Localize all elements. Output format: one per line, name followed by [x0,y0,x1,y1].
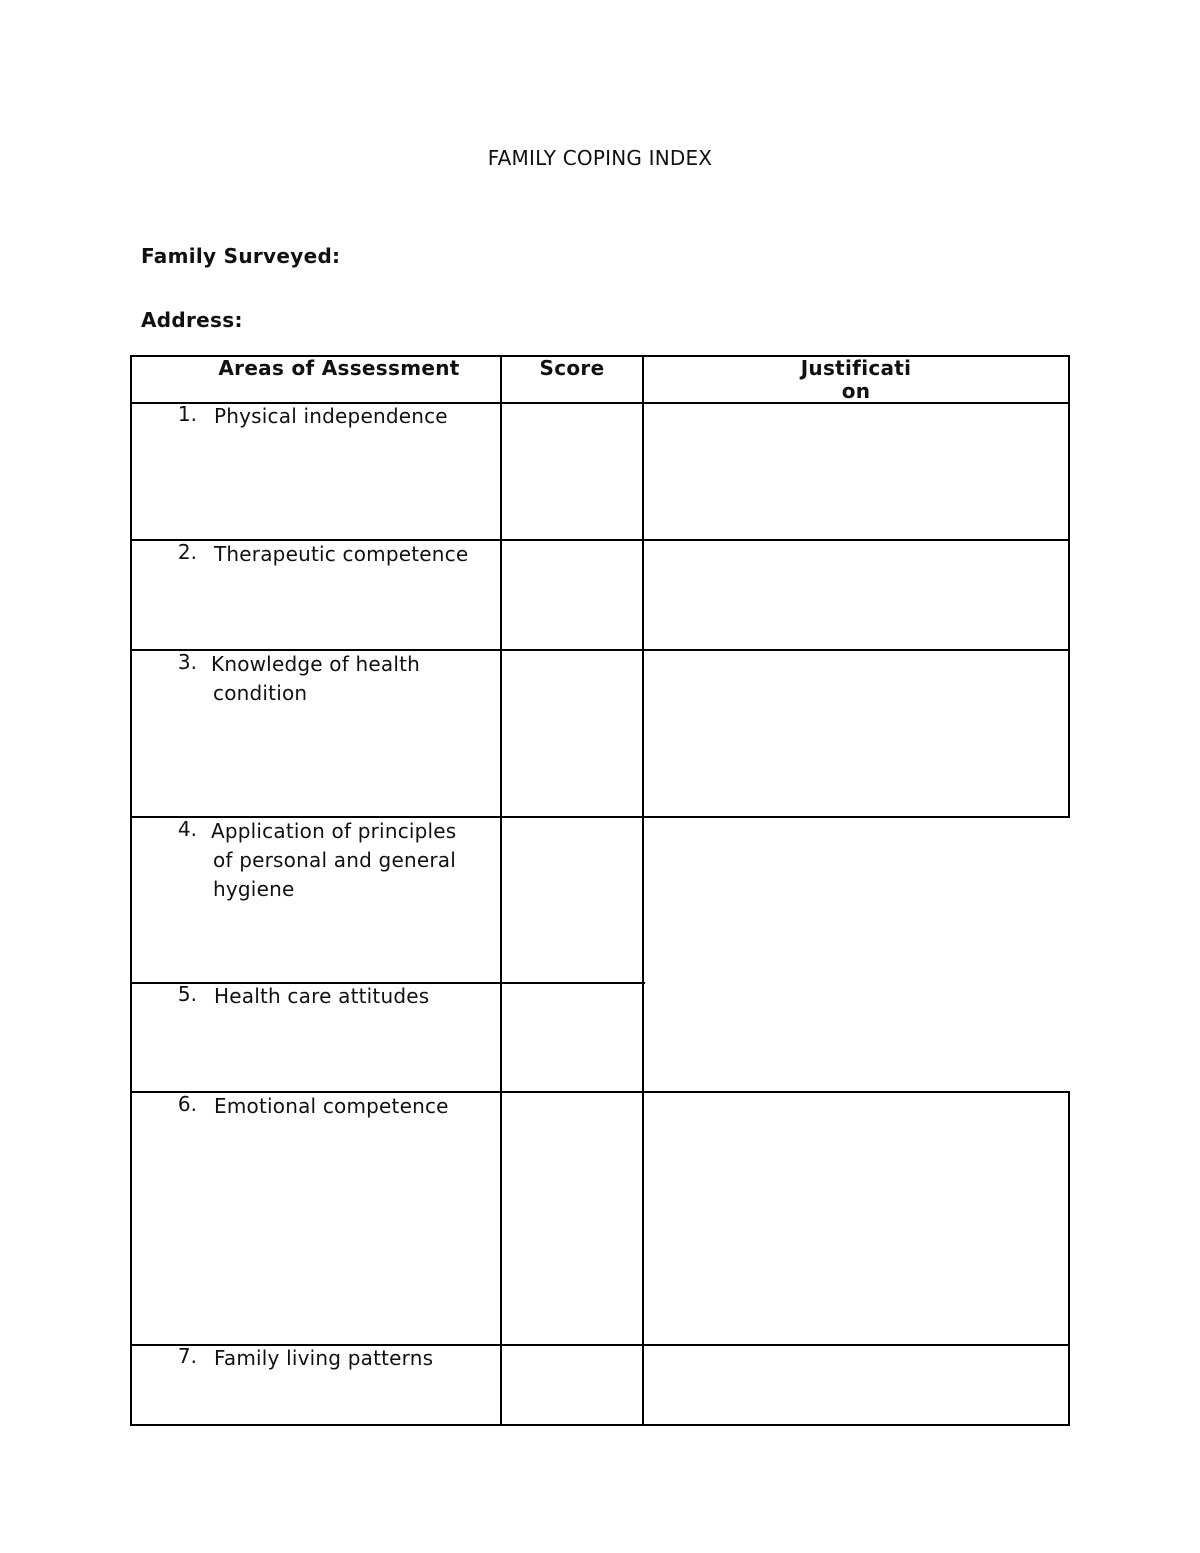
row-label: Health care attitudes [214,984,430,1008]
row-label: condition [213,681,308,705]
row-number: 4. [177,817,197,841]
header-justification-line1: Justificati [800,356,912,380]
row-label: hygiene [213,877,295,901]
row-label: Family living patterns [214,1346,434,1370]
row-number: 2. [177,540,197,564]
address-label: Address: [141,308,243,332]
row-label: Physical independence [214,404,448,428]
header-areas-of-assessment: Areas of Assessment [218,356,460,380]
column-divider [642,355,644,1426]
row-label: Therapeutic competence [214,542,469,566]
row-number: 6. [177,1092,197,1116]
table-border-bottom [130,1424,1070,1426]
row-number: 1. [177,402,197,426]
table-border-left [130,355,132,1426]
row-number: 7. [177,1344,197,1368]
row-label: Emotional competence [214,1094,449,1118]
column-divider [500,355,502,1426]
row-number: 5. [177,982,197,1006]
table-border-right [1068,355,1070,818]
row-label: Application of principles [211,819,457,843]
header-justification-line2: on [841,379,871,403]
table-border-right [1068,1091,1070,1426]
page-title: FAMILY COPING INDEX [487,146,713,170]
row-number: 3. [177,650,197,674]
row-label: of personal and general [213,848,456,872]
row-label: Knowledge of health [211,652,421,676]
header-score: Score [539,356,605,380]
family-surveyed-label: Family Surveyed: [141,244,341,268]
